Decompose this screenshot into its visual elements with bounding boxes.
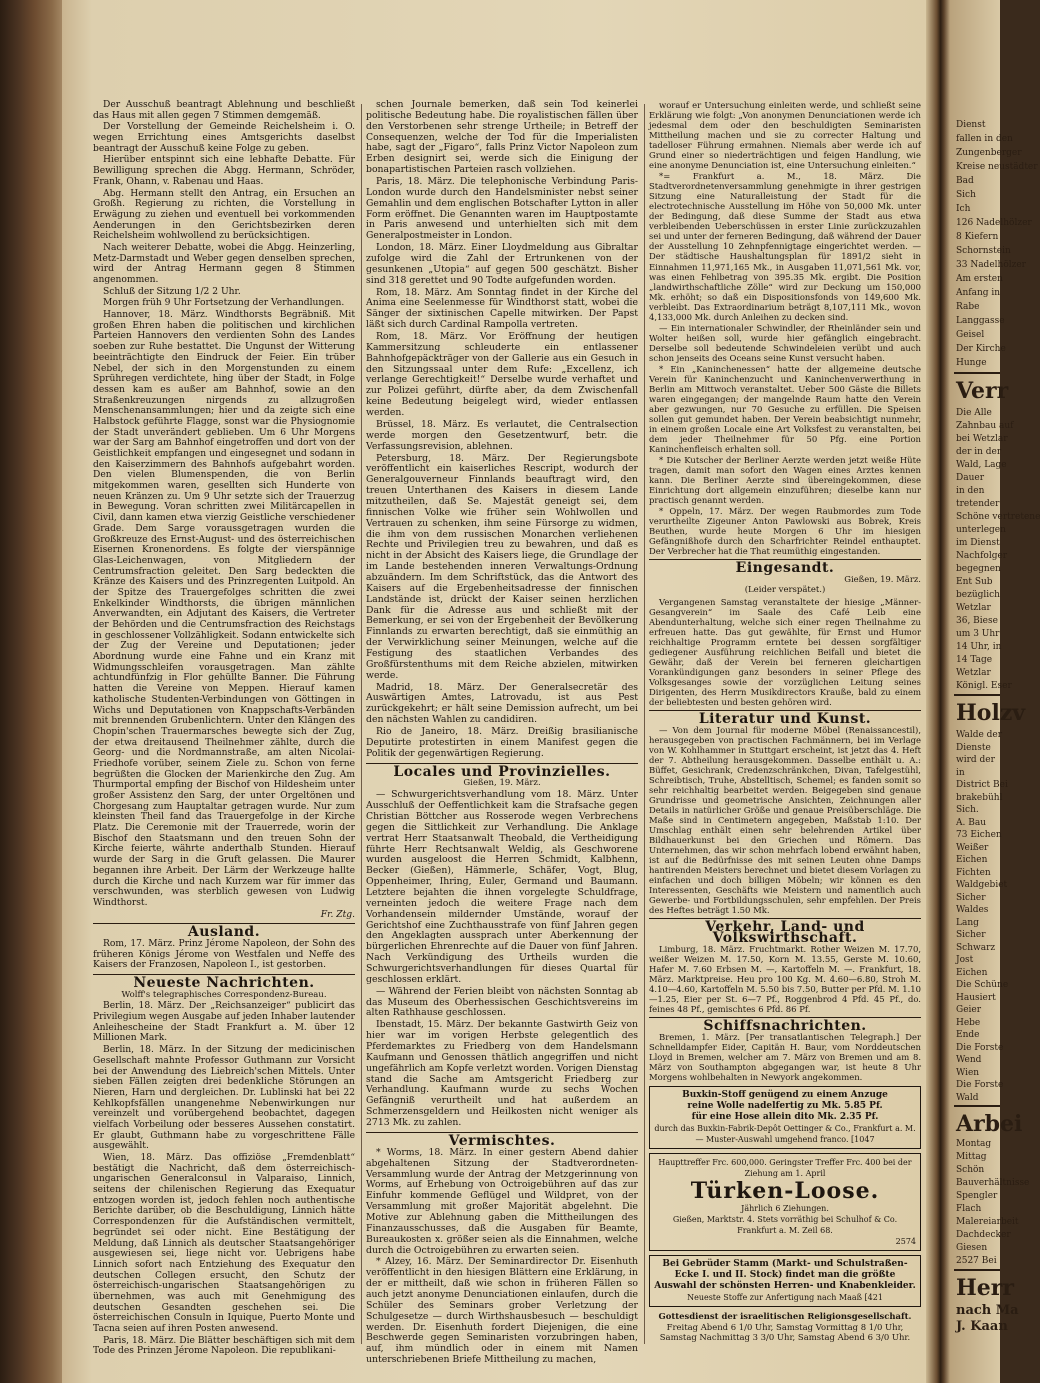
eingesandt-note: (Leider verspätet.) — [744, 585, 826, 596]
advert-number: 2574 — [895, 1236, 916, 1246]
next-page-text: Sich — [956, 190, 976, 200]
section-heading-verkehr: Verkehr, Land- und Volkswirthschaft. — [705, 919, 865, 946]
next-page-text: Lang — [956, 917, 979, 928]
next-page-text: Wend — [956, 1055, 982, 1065]
next-page-text: Zungenberger — [956, 148, 1022, 158]
next-page-text: 14 Uhr, in — [956, 642, 1002, 652]
next-page-text: Waldes — [956, 905, 989, 915]
col3-paragraphs — [649, 100, 921, 556]
next-page-text: Giesen — [956, 1243, 988, 1253]
neueste-paragraphs — [93, 1001, 355, 1357]
next-page-text: Weißer — [956, 842, 989, 853]
section-heading-ausland: Ausland. — [187, 924, 261, 941]
col2-paragraph: Petersburg, 18. März. Der Regierungsbote veröffentlicht ein kaiserliches Rescript, wodurch der Generalgouverneur Finnlands beauftragt wird, den treuen Unterthanen des Kaisers in diesem Lande mitzutheilen, daß Se. Majestät geneigt sei, dem finnischen Volke wie früher sein Wohlwollen und Vertrauen zu schenken, ihm seine Fürsorge zu widmen, die ihm von dem russischen Monarchen verliehenen Rechte und Privilegien treu zu bewahren, und daß es nicht in der Absicht des Kaisers liege, die Grundlage der im Lande bestehenden inneren Verwaltungs-Ordnung abzuändern. Im dem Schriftstück, das die Antwort des Kaisers auf die Ergebenheitsadresse der finnischen Landstände ist, drückt der Kaiser seinen herzlichen Dank für die Adresse aus und schließt mit der Bemerkung, er sei von der Ergebenheit der Bevölkerung Finnlands zu erwarten berechtigt, daß sie einmüthig an der Verwirklichung seiner Meinungen, welche auf die Festigung des staatlichen Verbandes des Großfürstenthums mit dem Reiche abzielen, mitwirken werde. — [366, 452, 638, 681]
col2-paragraph: Madrid, 18. März. Der Generalsecretär des Auswärtigen Amtes, Latrovadu, ist aus Pest zurückgekehrt; er hält seine Demission aufrecht, um bei den nächsten Wahlen zu candidiren. — [366, 681, 638, 726]
neueste-paragraph: Wien, 18. März. Das offiziöse „Fremdenblatt“ bestätigt die Nachricht, daß dem österreichisch-ungarischen Generalconsul in Valparaiso, Linnich, seitens der chilenischen Regierung das Exequatur entzogen worden ist, jedoch fehlen noch authentische Berichte darüber, ob die Beschuldigung, Linnich hätte Correspondenzen für die Aufständischen vermittelt, begründet sei oder nicht. Eine Bestätigung der Meldung, daß Linnich als deutscher Staatsangehöriger ausgewiesen sei, liege nicht vor. Uebrigens habe Linnich sofort nach Entziehung des Exequatur den deutschen Collegen ersucht, den Schutz der österreichisch-ungarischen Staatsangehörigen zu übernehmen, was auch mit Genehmigung des deutschen Gesandten geschehen sei. Die österreichischen Consuln in Iquique, Puerto Monte und Tacna seien auf ihren Posten anwesend. — [93, 1153, 355, 1334]
advert-line: reine Wolle nadelfertig zu Mk. 5.85 Pf. — [687, 1100, 883, 1111]
advert-line: Gießen, Marktstr. 4. Stets vorräthig bei Schulhof & Co. Frankfurt a. M. Zeil 68. — [672, 1214, 898, 1235]
next-page-text: wird der — [956, 755, 995, 765]
next-page-text: Hunge — [956, 358, 987, 368]
next-page-text: Schwarz — [956, 942, 996, 953]
next-page-text: Jost — [956, 955, 974, 965]
next-page-text: Hebe — [956, 1017, 981, 1028]
next-page-text: Die Forste — [956, 1080, 1004, 1090]
schiff-text: Bremen, 1. März. [Per transatlantischen Telegraph.] Der Schnelldampfer Eider, Capitän H. Baur, vom Norddeutschen Lloyd in Bremen, welcher am 7. März von Bremen und am 8. März von Southampton abgegangen war, ist heute 8 Uhr Morgens wohlbehalten in Newyork angekommen. — [649, 1031, 921, 1082]
column-2 — [366, 100, 638, 1367]
advert-title: Türken-Loose. — [690, 1177, 880, 1204]
column-divider — [361, 104, 362, 1344]
col3-paragraph: * Die Kutscher der Berliner Aerzte werden jetzt weiße Hüte tragen, damit man sofort den Wagen eines Arztes kennen kann. Die Berliner Aerzte sind übereingekommen, diese Einrichtung dort allgemein einzuführen; dieselbe kann nur practisch genannt werden. — [649, 455, 921, 506]
next-page-text: Malereiarbeit — [956, 1217, 1019, 1227]
column-divider — [644, 104, 645, 1344]
col1-paragraph: Hannover, 18. März. Windthorsts Begräbniß. Mit großen Ehren haben die politischen und kirchlichen Parteien Hannovers den verdienten Sohn des Landes soeben zur Ruhe bestattet. Die Ungunst der Witterung beeinträchtigte den Eindruck der Feier. Ein trüber Nebel, der sich in den Morgenstunden zu einem Sprühregen verdichtete, hing über der Stadt, in Folge dessen kam es außer am Bahnhof, sowie an den Straßenkreuzungen nirgends zu allzugroßen Menschenansammlungen; hier und da zeigte sich eine Halbstock geführte Flagge, sonst war die Physiognomie der Stadt unverändert geblieben. Um 6 Uhr Morgens war der Sarg am Bahnhof eingetroffen und dort von der Geistlichkeit empfangen und eingesegnet und sodann in den Kaiserzimmern des Bahnhofs aufgebahrt worden. Den vielen Blumenspenden, die von Berlin mitgekommen waren, gesellten sich Hunderte von neuen Kränzen zu. Um 9 Uhr setzte sich der Trauerzug in Bewegung. Voran schritten zwei Militärcapellen in Civil, dann kamen etwa vierzig Geistliche verschiedener Grade. Dem Sarge voraussgetragen wurden die Großkreuze des Ernst-August- und des österreichischen Eisernen Kronenordens. Es folgte der vierspännige Glas-Leichenwagen, von Mitgliedern der Centrumsfraction geleitet. Den Sarg bedeckten die Kränze des Kaisers und des Prinzregenten Luitpold. An der Spitze des Trauergefolges schritten die zwei Enkelkinder Windthorsts, die übrigen männlichen Anverwandten, ein Adjutant des Kaisers, die Vertreter der Behörden und die Centrumsfraction des Reichstags in geschlossener Vollzähligkeit. Sodann entwickelte sich der Zug der Vereine und Deputationen; jeder Abordnung wurde eine Fahne und ein Kranz mit Widmungsschleifen vorausgetragen. Man zählte achtundfünfzig in Flor gehüllte Banner. Die Führung hatten die Vereine von Meppen. Hierauf kamen katholische Studenten-Verbindungen von Göttingen in Wichs und Deputationen von Knappschafts-Verbänden mit brennenden Grubenlichtern. Unter den Klängen des Chopin'schen Trauermarsches bewegte sich der Zug, der etwa dreitausend Theilnehmer zählte, durch die Georg- und die Nordmannstraße, am alten Nicolai-Friedhofe vorüber, seinem Ziele zu. Schon von ferne begrüßten die Glocken der Marienkirche den Zug. Am Thurmportal empfing der Bischof von Hildesheim unter großer Assistenz den Sarg, der unter Orgeltönen und Chorgesang zum Hauptaltar getragen wurde. Nur zum kleinsten Theil fand das Trauergefolge in der Kirche Platz. Die Ceremonie mit der Trauerrede, worin der Bischof den Staatsmann und den treuen Sohn der Kirche feierte, währte anderthalb Stunden. Hierauf wurde der Sarg in die Gruft gelassen. Die Maurer begannen ihre Arbeit. Der Lärm der Werkzeuge hallte durch die Kirche und nach Kurzem war für immer das verschwunden, was sterblich gewesen von Ludwig Windthorst. — [93, 310, 355, 908]
book-left-edge — [0, 0, 70, 1383]
next-page-text: im Dienst — [956, 538, 1000, 548]
next-page-text: Schön — [956, 1165, 985, 1175]
next-page-text: Bad — [956, 176, 974, 186]
section-heading-vermischtes: Vermischtes. — [448, 1132, 556, 1149]
next-page-text: Wetzlar — [956, 668, 991, 678]
col2-paragraph: schen Journale bemerken, daß sein Tod keinerlei politische Bedeutung habe. Die royalistischen fällen über den Verstorbenen sehr strenge Urtheile; in Betreff der Consequenzen, welche der Tod für die Imperialisten habe, sagt der „Figaro“, falls Prinz Victor Napoleon zum Erben designirt sei, werde sich die Einigung der bonapartistischen Parteien rasch vollziehen. — [366, 99, 638, 176]
next-page-text: Am ersten — [956, 274, 1003, 284]
neueste-paragraph: Paris, 18. März. Die Blätter beschäftigen sich mit dem Tode des Prinzen Jérome Napoleon. Die republikani- — [93, 1335, 355, 1357]
col1-paragraph: Der Vorstellung der Gemeinde Reichelsheim i. O. wegen Errichtung eines Amtsgerichts daselbst beantragt der Ausschuß keine Folge zu geben. — [93, 122, 355, 154]
vermischtes-paragraph: * Worms, 18. März. In einer gestern Abend dahier abgehaltenen Sitzung der Stadtverordneten-Versammlung wurde der Antrag der Metzgerinnung von Worms, auf Erhebung von Octroigebühren auf das zur Einfuhr kommende Geflügel und Wildpret, von der Versammlung mit großer Majorität abgelehnt. Die Motive zur Ablehnung gaben die Mittheilungen des Finanzausschusses, daß die Ausgaben für Beamte, Bureaukosten x. größer seien als die Einnahmen, welche durch die Octroigebühren zu erwarten seien. — [366, 1146, 638, 1256]
next-page-text: Wetzlar — [956, 603, 991, 613]
next-page-text: Ich — [956, 204, 971, 214]
advert-line: Neueste Stoffe zur Anfertigung nach Maaß [421 — [687, 1292, 883, 1302]
next-page-text: Geier — [956, 1005, 982, 1015]
next-page-rule — [954, 694, 1000, 696]
advert-line: durch das Buxkin-Fabrik-Depôt Oettinger & Co., Frankfurt a. M. — Muster-Auswahl umgehend franco. [1047 — [654, 1123, 916, 1144]
section-subheading: Gießen, 19. März. — [463, 778, 541, 789]
next-page-text: Königl. Eser — [956, 681, 1012, 691]
next-page-text: 73 Eichen — [956, 830, 1002, 840]
col1-paragraph: Der Ausschuß beantragt Ablehnung und beschließt das Haus mit allen gegen 7 Stimmen demgemäß. — [93, 100, 355, 121]
section-heading-locales: Locales und Provinzielles. — [393, 763, 611, 780]
next-page-text: in den — [956, 486, 985, 496]
next-page-text: District Bei — [956, 780, 1008, 790]
book-gutter — [926, 0, 950, 1383]
next-page-text: Dienste — [956, 742, 991, 753]
col2-paragraph: Rio de Janeiro, 18. März. Dreißig brasilianische Deputirte protestirten in einem Manifest gegen die Politik der gegenwärtigen Regierung. — [366, 725, 638, 759]
locales-paragraph: Ibenstadt, 15. März. Der bekannte Gastwirth Geiz von hier war im vorigen Herbste gelegentlich des Pferdemarktes zu Friedberg von dem Handelsmann Kaufmann und Genossen thätlich angegriffen und nicht ungefährlich am Kopfe verletzt worden. Vorigen Dienstag stand die Sache am Amtsgericht Friedberg zur Verhandlung. Kaufmann wurde zu sechs Wochen Gefängniß verurtheilt und hat außerdem an Schmerzensgeldern und Heilkosten nicht weniger als 2713 Mk. zu zahlen. — [366, 1019, 638, 1129]
advert-tuerken-loose — [649, 1153, 921, 1251]
next-page-text: Flach — [956, 1204, 982, 1214]
advert-gebrueder-stamm — [649, 1255, 921, 1307]
next-page-text: begegnen — [956, 564, 1001, 574]
col2-paragraph: Rom, 18. März. Vor Eröffnung der heutigen Kammersitzung schleuderte ein entlassener Bahnhofgepäckträger von der Gallerie aus ein Gesuch in den Sitzungssaal unter dem Rufe: „Excellenz, ich verlange Gerechtigkeit!“ Derselbe wurde verhaftet und zur Polizei geführt, dürfte aber, da dem Zwischenfall keine Bedeutung beigelegt wird, wieder entlassen werden. — [366, 331, 638, 419]
next-page-text: 8 Kiefern — [956, 232, 999, 242]
col3-paragraph: * Ein „Kaninchenessen“ hatte der allgemeine deutsche Verein für Kaninchenzucht und Kaninchenverwerthung in Berlin am Mittwoch veranstaltet. Ueber 500 Gäste die Billets waren eingegangen; der mangelnde Raum hatte den Verein aber gezwungen, nur 70 Gesuche zu erfüllen. Die Speisen sollen gut gemundet haben. Der Verein beabsichtigt nunmehr, in einem großen Locale eine Art Volksfest zu veranstalten, bei dem jeder Theilnehmer für 50 Pfg. eine Portion Kaninchenfleisch erhalten soll. — [649, 363, 921, 455]
next-page-text: 126 Nadelhölzer — [956, 218, 1032, 228]
gottesdienst-heading: Gottesdienst der israelitischen Religionsgesellschaft. — [658, 1310, 912, 1321]
next-page-text: Nachfolger — [956, 551, 1008, 561]
next-page-rule — [954, 1105, 1000, 1107]
next-page-text: Sicher — [956, 892, 986, 903]
next-page-text: Kreise neustädter — [956, 162, 1038, 172]
next-page-text: Dachdecker — [956, 1230, 1011, 1240]
col1-paragraph: Morgen früh 9 Uhr Fortsetzung der Verhandlungen. — [103, 298, 345, 309]
next-page-text: unterlegen — [956, 525, 1006, 535]
ausland-text: Rom, 17. März. Prinz Jérome Napoleon, der Sohn des früheren Königs Jérome von Westfalen und Neffe des Kaisers der Franzosen, Napoleon I., ist gestorben. — [93, 938, 355, 971]
col2-paragraph: Paris, 18. März. Die telephonische Verbindung Paris-London wurde durch den Handelsminister nebst seiner Gemahlin und dem englischen Botschafter Lytton in aller Form eröffnet. Die Genannten waren im Hauptpostamte in Paris anwesend und unterhielten sich mit dem Generalpostmeister in London. — [366, 176, 638, 242]
col3-paragraph: — Ein internationaler Schwindler, der Rheinländer sein und Wolter heißen soll, wurde hier gefänglich eingebracht. Derselbe soll bedeutende Schwindeleien verübt und auch schon jenseits des Oceans seine Kunst versucht haben. — [649, 322, 921, 363]
next-page-text: in — [956, 767, 965, 778]
advert-line: Haupttreffer Frc. 600,000. Geringster Treffer Frc. 400 bei der Ziehung am 1. April — [658, 1157, 912, 1178]
next-page-text: Ende — [956, 1030, 980, 1040]
next-page-text: A. Bau — [956, 817, 986, 828]
col1-paragraph: Hierüber entspinnt sich eine lebhafte Debatte. Für Bewilligung sprechen die Abgg. Hermann, Schröder, Frank, Ohann, v. Rabenau und Haas. — [93, 155, 355, 187]
next-page-text: Der Kirche — [956, 344, 1006, 354]
next-page-fragment — [950, 0, 1040, 1383]
next-page-text: tretender — [956, 499, 1000, 509]
verkehr-text: Limburg, 18. März. Fruchtmarkt. Rother Weizen M. 17.70, weißer Weizen M. 17.50, Korn M. 13.55, Gerste M. 10.60, Hafer M. 7.60 Erbsen M. —, Kartoffeln M. —. Frankfurt, 18. März. Marktpreise. Heu pro 100 Kg. M. 4.60—6.80, Stroh M. 4.10—4.60, Kartoffeln M. 5.50 bis 7.50, Butter per Pfd. M. 1.10—1.25, Eier per St. 6—7 Pf., Roggenbrod 4 Pfd. 45 Pf., do. feines 48 Pf., gemischtes 6 Pfd. 86 Pf. — [649, 943, 921, 1014]
col3-paragraph: * Oppeln, 17. März. Der wegen Raubmordes zum Tode verurtheilte Zigeuner Anton Pawlowski aus Bobrek, Kreis Beuthen, wurde heute Morgen 6 Uhr im hiesigen Gefängnißhofe durch den Scharfrichter Reindel enthauptet. Der Verbrecher hat die That reumüthig eingestanden. — [649, 506, 921, 557]
advert-buxkin — [649, 1086, 921, 1149]
next-page-text: Verr — [956, 378, 1009, 404]
gottesdienst-text: Freitag Abend 6 1/0 Uhr, Samstag Vormittag 8 1/0 Uhr, Samstag Nachmittag 3 3/0 Uhr, Samstag Abend 6 3/0 Uhr. — [659, 1321, 911, 1342]
next-page-text: Mittag — [956, 1152, 987, 1162]
col1-paragraphs — [93, 100, 355, 909]
next-page-text: Wien — [956, 1067, 980, 1078]
next-page-rule — [954, 1269, 1000, 1271]
literatur-text: — Von dem Journal für moderne Möbel (Renaissancestil), herausgegeben von practischen Fachmännern, bei im Verlage von W. Kohlhammer in Stuttgart erscheint, ist jetzt das 4. Heft der 7. Abtheilung herausgekommen. Dasselbe enthält u. A.: Büffet, Gesichrank, Credenzschränkchen, Divan, Tafelgestühl, Schreibtisch, Truhe, Abstelltisch, Schemel; es fanden somit so sehr reichhaltig bearbeitet werden. Beigegeben sind genaue Grundrisse und geometrische Ansichten, Zeichnungen aller Details in natürlicher Größe und genaue Preisüberschläge. Die Maße sind in Centimetern angegeben, Maßstab 1:10. Der Umschlag enthält einen sehr belehrenden Artikel über Bildhauerkunst bei den Griechen und Römern. Das Unternehmen, das wir schon mehrfach lobend erwähnt haben, ist auf die Bedürfnisse des mit seinen Leuten ohne Damps hantirenden Meisters berechnet und bietet diesem Vorlagen zu einfachen und doch billigen Möbeln; wir können es den Interessenten, Geschäfts wie Meistern und namentlich auch Gewerbe- und Fortbildungsschulen, sehr empfehlen. Der Preis des Heftes beträgt 1.50 Mk. — [649, 724, 921, 916]
next-page-text: Anfang in — [956, 288, 1001, 298]
advert-line: Buxkin-Stoff genügend zu einem Anzuge — [682, 1089, 888, 1100]
next-page-text: Schornstein — [956, 246, 1011, 256]
locales-paragraph: — Schwurgerichtsverhandlung vom 18. März. Unter Ausschluß der Oeffentlichkeit kam die Strafsache gegen Christian Böttcher aus Rosserode wegen Verbrechens gegen die Sittlichkeit zur Verhandlung. Die Anklage vertrat Herr Staatsanwalt Theobald, die Vertheidigung führte Herr Rechtsanwalt Weldig, als Geschworene wurden ausgeloost die Herren Schmidt, Kalbhenn, Becker (Gießen), Hämmerle, Schäfer, Vogt, Blug, Oppenheimer, Ihring, Euler, Germand und Baumann. Letztere bejahten die ihnen vorgelegte Schuldfrage, verneinten jedoch die weitere Frage nach dem Vorhandensein mildernder Umstände, worauf der Gerichtshof eine Zuchthausstrafe von fünf Jahren gegen den Angeklagten aussprach unter Aberkennung der bürgerlichen Ehrenrechte auf die Dauer von fünf Jahren. Nach Verkündigung des Urtheils wurden die Schwurgerichtsverhandlungen für dieses Quartal für geschlossen erklärt. — [366, 789, 638, 985]
advert-line: Jährlich 6 Ziehungen. — [741, 1203, 829, 1213]
next-page-text: 14 Tage — [956, 655, 993, 665]
eingesandt-text: Vergangenen Samstag veranstaltete der hiesige „Männer-Gesangverein“ im Saale des Café Leib eine Abendunterhaltung, welche sich einer regen Theilnahme zu erfreuen hatte. Das gut gewählte, für Ernst und Humor reichhaltige Programm erntete bei dessen sorgfältiger gediegener Ausführung reichlichen Beifall und bietet die Gewähr, daß der Verein bei ferneren gleichartigen Vorankündigungen ganz besonders in seiner Pflege des Volksgesanges sowie der vorzüglichen Leitung seines Dirigenten, des Herrn Musikdirectors Krauße, bald zu einem der beliebtesten und besten gehören wird. — [649, 596, 921, 707]
next-page-rule — [954, 372, 1000, 374]
section-heading-schiff: Schiffsnachrichten. — [703, 1017, 867, 1034]
section-heading-literatur: Literatur und Kunst. — [698, 710, 872, 727]
eingesandt-place: Gießen, 19. März. — [844, 574, 921, 585]
section-heading-eingesandt: Eingesandt. — [735, 560, 835, 577]
vermischtes-paragraphs — [366, 1148, 638, 1366]
next-page-text: Hausiert — [956, 992, 996, 1003]
col3-paragraph: *= Frankfurt a. M., 18. März. Die Stadtverordnetenversammlung genehmigte in ihrer gestrigen Sitzung eine Naturalleistung der Stadt für die electrotechnische Ausstellung im Höhe von 50,000 Mk. unter der Bedingung, daß diese Summe der Stadt aus etwa verbleibenden Ueberschüssen in erster Linie zurückzuzahlen sei und unter der ferneren Bedingung, daß während der Dauer der Ausstellung 10 Zehnpfennigtage eingerichtet werden. — Der städtische Haushaltungsplan für 1891/2 sieht in Einnahmen 11,971,165 Mk., in Ausgaben 11,071,561 Mk. vor, was einen Fehlbetrag von 395.35 Mk. ergibt. Die Position „landwirthschaftliche Zölle“ wird zur Deckung um 150,000 Mk. erhöht; so daß ein Dispositionsfonds von 149,600 Mk. verbleibt. Das Extraordinarium beträgt 8,107,111 Mk., wovon 4,133,000 Mk. durch Anleihen zu decken sind. — [649, 171, 921, 322]
col3-paragraph: worauf er Untersuchung einleiten werde, und schließt seine Erklärung wie folgt: „Von anonymen Denunciationen werde ich jedesmal dem oder den beschuldigten Seminaristen Mittheilung machen und sie zu correcter Haltung und tadelloser Führung ermahnen. Niemals aber werde ich auf Grund einer so niederträchtigen und feigen Handlung, wie eine anonyme Denunciation ist, eine Untersuchung einleiten.“ — [649, 100, 921, 171]
advert-line: für eine Hose allein dito Mk. 2.35 Pf. — [691, 1111, 879, 1122]
neueste-paragraph: Berlin, 18. März. In der Sitzung der medicinischen Gesellschaft mahnte Professor Guthmann zur Vorsicht bei der Anwendung des Liebreich'schen Mittels. Unter sieben Fällen zeigten drei bedenkliche Störungen an Nieren, Harn und dergleichen. Dr. Lublinski hat bei 22 Kehlkopfsfällen unangenehme Nebenwirkungen nur vereinzelt und vorübergehend beobachtet, dagegen vielfach Vorbeilung oder besseres Aussehen constatirt. Er glaubt, Guthmann habe zu vorgeschrittene Fälle ausgewählt. — [93, 1045, 355, 1152]
next-page-text: 33 Nadelhölzer — [956, 260, 1026, 270]
next-page-text: Langgasse — [956, 316, 1005, 326]
next-page-text: Holzv — [956, 700, 1026, 726]
next-page-text: Dauer — [956, 473, 985, 483]
next-page-text: Sich. — [956, 805, 979, 815]
next-page-text: nach Ma — [956, 1303, 1019, 1318]
next-page-text: Sicher — [956, 930, 986, 940]
next-page-text: Dienst — [956, 120, 986, 130]
next-page-text: Wald, Lage — [956, 460, 1007, 470]
next-page-text: Schöne vertretene — [956, 512, 1040, 522]
column-1 — [93, 100, 355, 1358]
source-signature: Fr. Ztg. — [320, 909, 355, 920]
next-page-text: Fichten — [956, 867, 991, 878]
next-page-text: Spengler — [956, 1191, 998, 1201]
next-page-text: Waldgebiet — [956, 880, 1008, 890]
vermischtes-paragraph: * Alzey, 16. März. Der Seminardirector Dr. Eisenhuth veröffentlicht in den hiesigen Blättern eine Erklärung, in der er mittheilt, daß wie schon in früheren Fällen so auch jetzt anonyme Denunciationen einlaufen, durch die Schüler des Seminars grober Verletzung der Schulgesetze — durch Wirthshausbesuch — beschuldigt werden. Dr. Eisenhuth fordert Diejenigen, die eine Beschwerde gegen Seminaristen vorzubringen haben, auf, ihm mündlich oder in einem mit Namen unterschriebenen Briefe Mittheilung zu machen, — [366, 1256, 638, 1366]
col2-paragraphs — [366, 100, 638, 760]
next-page-text: um 3 Uhr — [956, 629, 1000, 639]
col1-paragraph: Nach weiterer Debatte, wobei die Abgg. Heinzerling, Metz-Darmstadt und Weber gegen denselben sprechen, wird der Antrag Hermann gegen 8 Stimmen angenommen. — [93, 242, 355, 285]
next-page-text: der in der — [956, 447, 1002, 457]
next-page-text: brakebühl — [956, 792, 1003, 803]
next-page-text: Geisel — [956, 330, 985, 340]
next-page-text: 36, Biese — [956, 616, 998, 626]
next-page-text: Die Forste — [956, 1042, 1004, 1053]
advert-line: Bei Gebrüder Stamm (Markt- und Schulstraßen-Ecke I. und II. Stock) findet man die größte Auswahl der schönsten Herren- und Knabenkleider. — [654, 1258, 916, 1291]
section-heading-neueste: Neueste Nachrichten. — [133, 975, 315, 991]
next-page-text: J. Kaan — [956, 1319, 1008, 1334]
col1-paragraph: Schluß der Sitzung 1/2 2 Uhr. — [103, 286, 241, 297]
locales-paragraph: — Während der Ferien bleibt von nächsten Sonntag ab das Museum des Oberhessischen Geschichtsvereins im alten Rathhause geschlossen. — [366, 985, 638, 1019]
next-page-text: Rabe — [956, 302, 980, 312]
next-page-text: Zahnbau auf — [956, 421, 1014, 431]
next-page-text: Eichen — [956, 967, 988, 978]
next-page-text: bezüglich — [956, 590, 1000, 600]
next-page-text: Die Alle — [956, 408, 992, 418]
next-page-text: 2527 Bei — [956, 1256, 997, 1266]
col2-paragraph: Rom, 18. März. Am Sonntag findet in der Kirche del Anima eine Seelenmesse für Windthorst statt, wobei die Sänger der sixtinischen Capelle mitwirken. Der Papst läßt sich durch Cardinal Rampolla vertreten. — [366, 286, 638, 331]
col2-paragraph: London, 18. März. Einer Lloydmeldung aus Gibraltar zufolge wird die Zahl der Ertrunkenen von der gesunkenen „Utopia“ auf gegen 500 geschätzt. Bisher sind 318 gerettet und 90 Todte aufgefunden worden. — [366, 242, 638, 286]
next-page-text: Ent Sub — [956, 577, 993, 587]
column-3 — [649, 100, 921, 1343]
next-page-text: Eichen — [956, 855, 988, 865]
next-page-text: Walde der — [956, 730, 1003, 740]
section-subheading: Wolff's telegraphisches Correspondenz-Bureau. — [121, 989, 327, 1000]
next-page-text: Arbei — [956, 1111, 1023, 1137]
next-page-text: bei Wetzlar — [956, 434, 1008, 444]
next-page-text: Montag — [956, 1139, 992, 1149]
col1-paragraph: Abg. Hermann stellt den Antrag, ein Ersuchen an Großh. Regierung zu richten, die Vorstellung in Erwägung zu ziehen und eventuell bei vorkommenden Aenderungen in den Gerichtsbezirken deren Reichelsheim wohlwollend zu berücksichtigen. — [93, 188, 355, 242]
next-page-text: Die Schüne — [956, 980, 1009, 990]
neueste-paragraph: Berlin, 18. März. Der „Reichsanzeiger“ publicirt das Privilegium wegen Ausgabe auf jeden Inhaber lautender Anleihescheine der Stadt Frankfurt a. M. über 12 Millionen Mark. — [93, 1001, 355, 1044]
next-page-text: Herr — [956, 1275, 1014, 1301]
locales-paragraphs — [366, 790, 638, 1129]
next-page-text: fallen in den — [956, 134, 1013, 144]
next-page-text: Wald — [956, 1092, 979, 1103]
col2-paragraph: Brüssel, 18. März. Es verlautet, die Centralsection werde morgen den Gesetzentwurf, betr. die Verfassungsrevision, ablehnen. — [366, 418, 638, 452]
next-page-text: Bauverhältnisse — [956, 1178, 1030, 1188]
